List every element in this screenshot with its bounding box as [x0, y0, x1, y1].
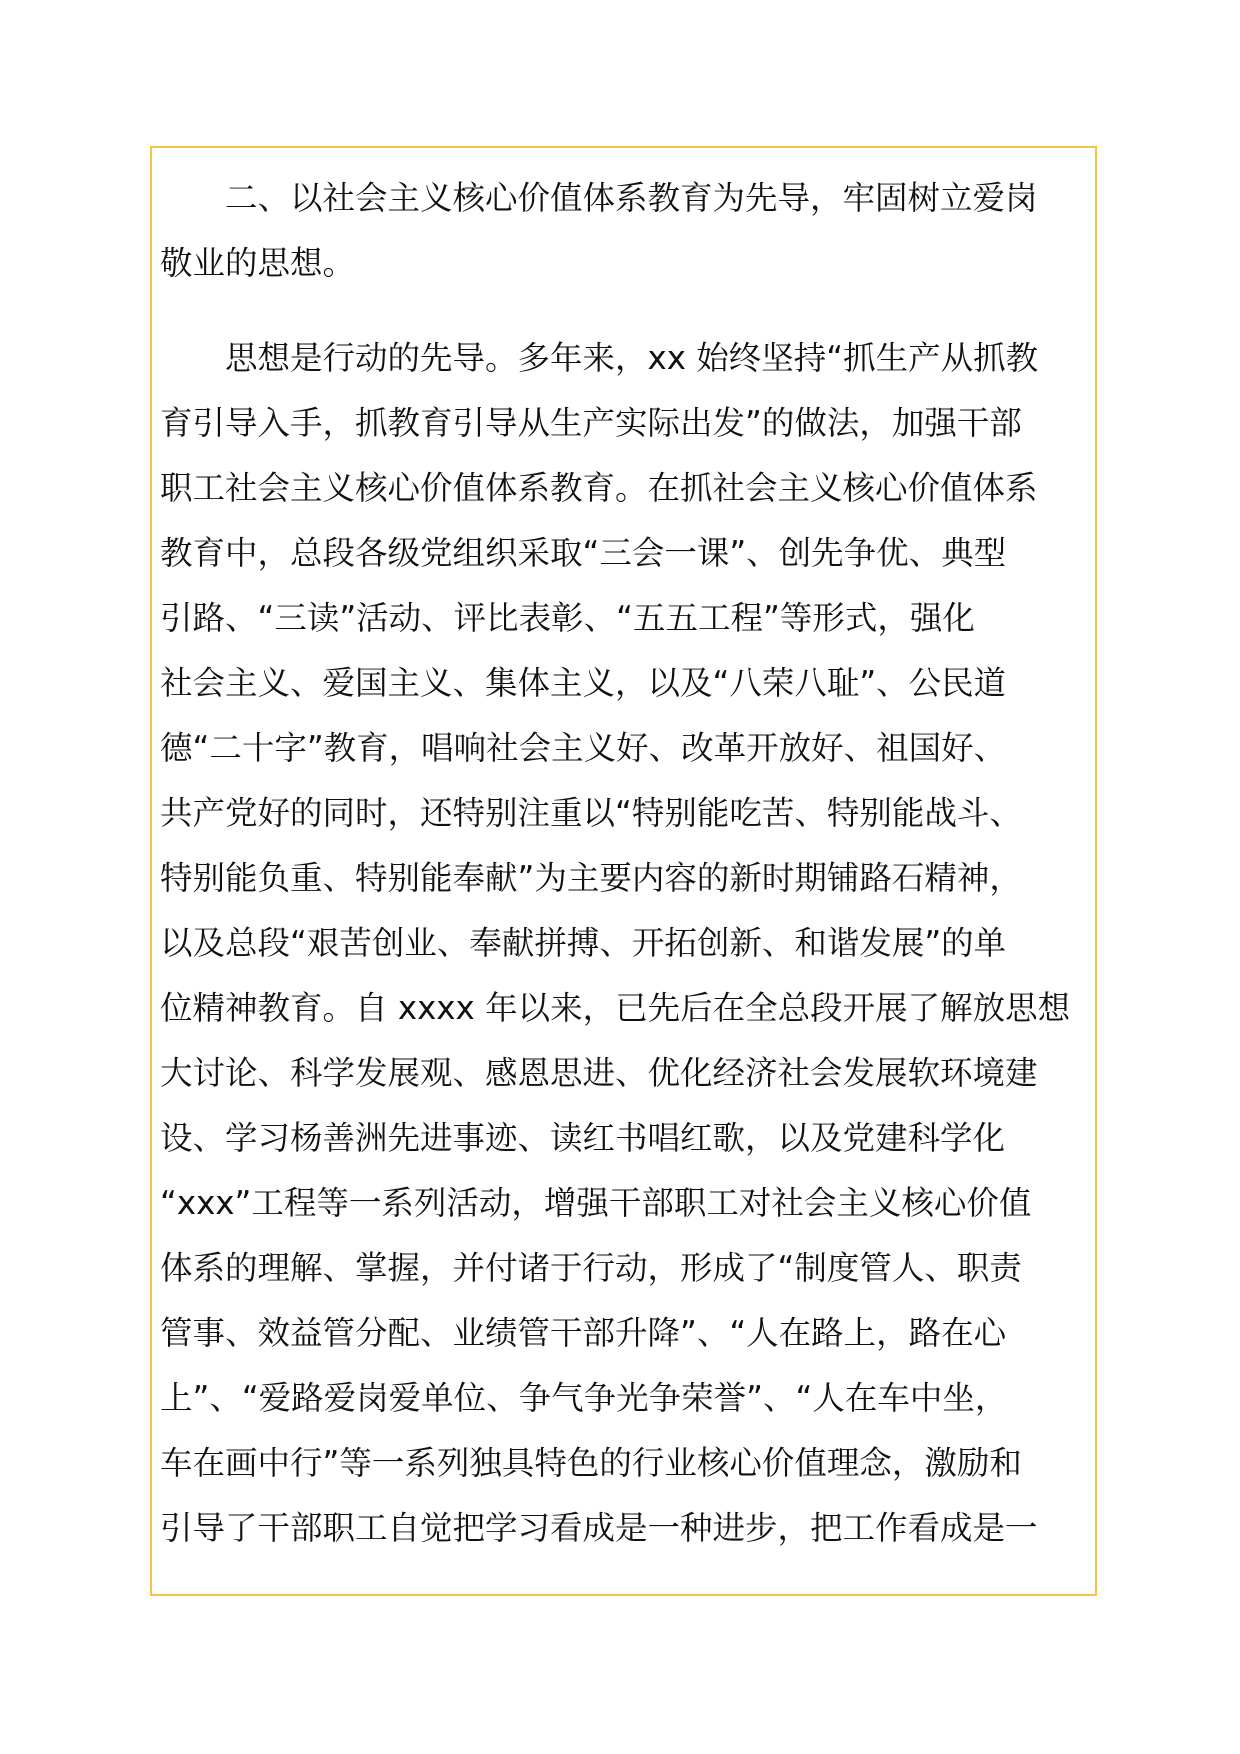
- text-line: 社会主义、爱国主义、集体主义，以及“八荣八耻”、公民道: [160, 664, 1007, 702]
- text-line: 思想是行动的先导。多年来，xx 始终坚持“抓生产从抓教: [225, 339, 1039, 377]
- text-line: 大讨论、科学发展观、感恩思进、优化经济社会发展软环境建: [160, 1054, 1038, 1092]
- text-line: 体系的理解、掌握，并付诸于行动，形成了“制度管人、职责: [160, 1249, 1022, 1287]
- text-line: 以及总段“艰苦创业、奉献拼搏、开拓创新、和谐发展”的单: [160, 924, 1007, 962]
- text-line: 特别能负重、特别能奉献”为主要内容的新时期铺路石精神，: [160, 859, 1022, 897]
- text-line: 敬业的思想。: [160, 244, 356, 282]
- text-line: 德“二十字”教育，唱响社会主义好、改革开放好、祖国好、: [160, 729, 1007, 767]
- text-line: 育引导入手，抓教育引导从生产实际出发”的做法，加强干部: [160, 404, 1022, 442]
- paragraph-gap: [160, 296, 1090, 326]
- text-line: 设、学习杨善洲先进事迹、读红书唱红歌，以及党建科学化: [160, 1119, 1006, 1157]
- text-line: 引导了干部职工自觉把学习看成是一种进步，把工作看成是一: [160, 1509, 1038, 1547]
- body-paragraph: [160, 326, 1090, 1561]
- text-line: 位精神教育。自 xxxx 年以来，已先后在全总段开展了解放思想: [160, 989, 1071, 1027]
- text-line: 管事、效益管分配、业绩管干部升降”、“人在路上，路在心: [160, 1314, 1007, 1352]
- text-line: 教育中，总段各级党组织采取“三会一课”、创先争优、典型: [160, 534, 1007, 572]
- section-heading: [160, 166, 1090, 296]
- document-body: [160, 166, 1090, 1561]
- text-line: 二、以社会主义核心价值体系教育为先导，牢固树立爱岗: [225, 179, 1038, 217]
- text-line: 车在画中行”等一系列独具特色的行业核心价值理念，激励和: [160, 1444, 1022, 1482]
- text-line: 引路、“三读”活动、评比表彰、“五五工程”等形式，强化: [160, 599, 975, 637]
- text-line: 职工社会主义核心价值体系教育。在抓社会主义核心价值体系: [160, 469, 1038, 507]
- text-line: 上”、“爱路爱岗爱单位、争气争光争荣誉”、“人在车中坐，: [160, 1379, 1008, 1417]
- text-line: 共产党好的同时，还特别注重以“特别能吃苦、特别能战斗、: [160, 794, 1022, 832]
- text-line: “xxx”工程等一系列活动，增强干部职工对社会主义核心价值: [160, 1184, 1032, 1222]
